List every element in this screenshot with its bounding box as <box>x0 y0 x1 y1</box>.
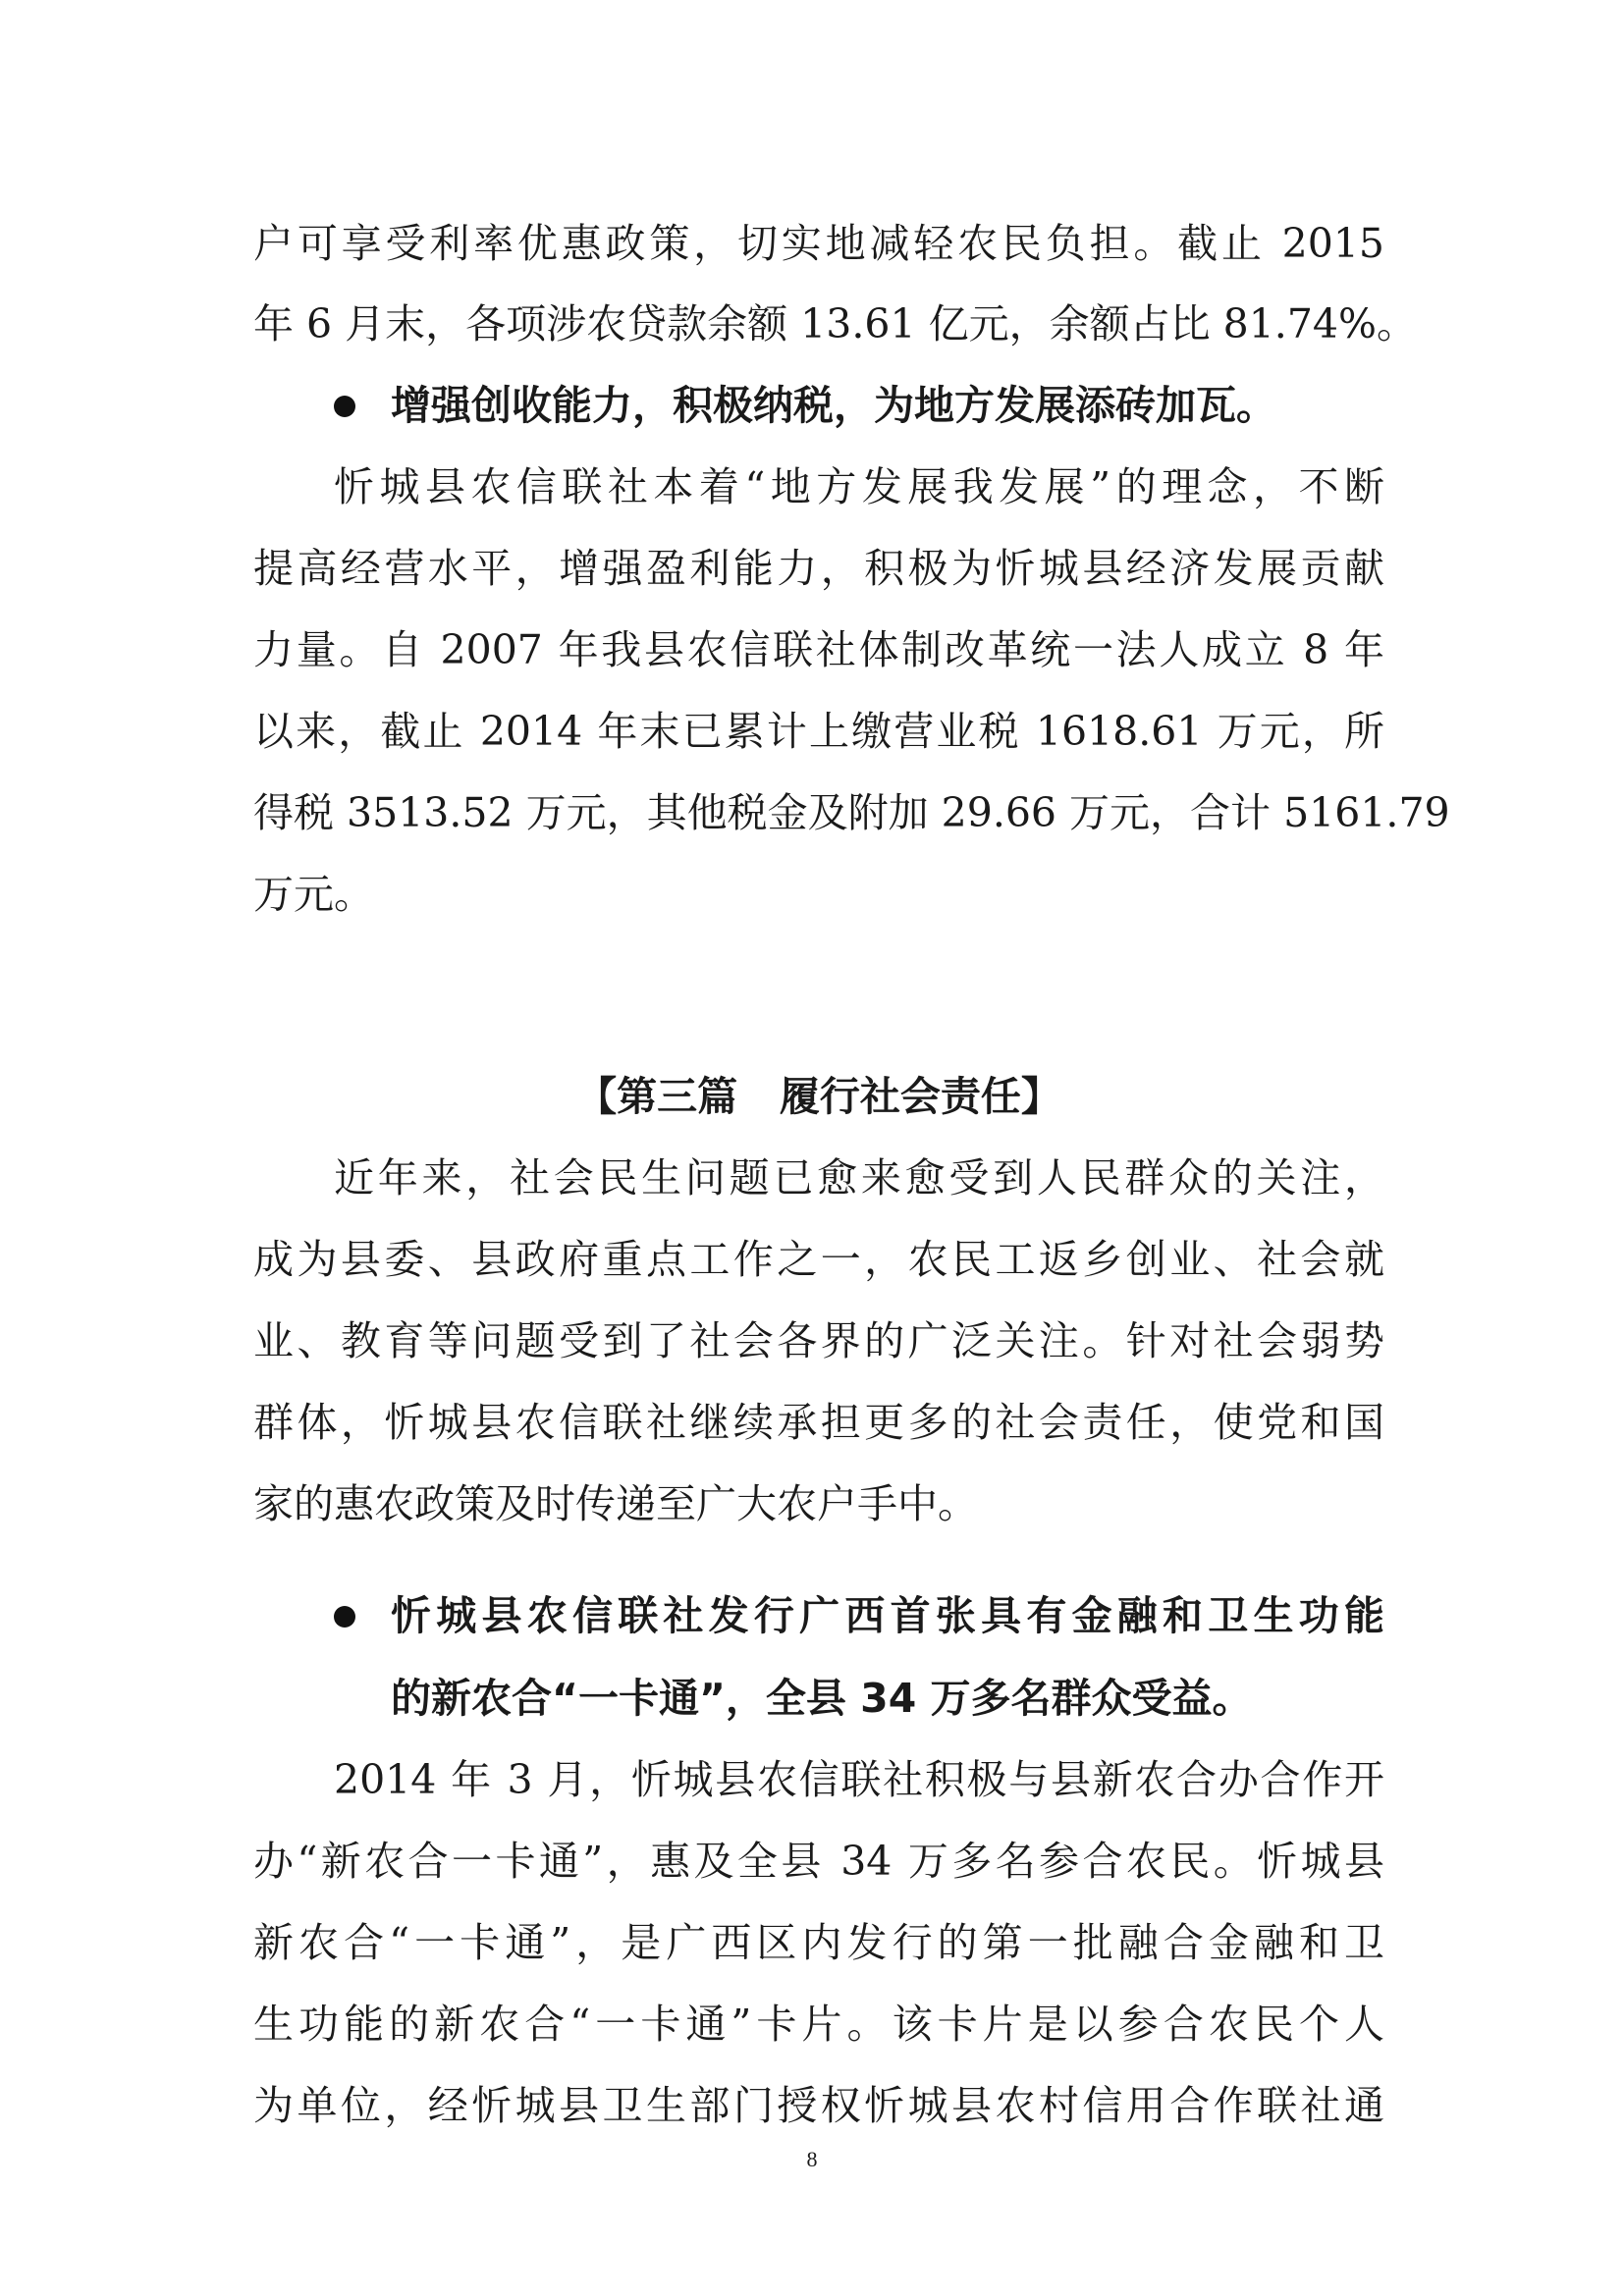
paragraph-line: 得税 3513.52 万元，其他税金及附加 29.66 万元，合计 5161.79 <box>253 789 1450 836</box>
paragraph-line: 近年来，社会民生问题已愈来愈受到人民群众的关注， <box>334 1154 1384 1201</box>
bullet-heading <box>334 1586 1384 1645</box>
bullet-heading-text: 忻城县农信联社发行广西首张具有金融和卫生功能 <box>391 1592 1384 1639</box>
bullet-heading-text: 增强创收能力，积极纳税，为地方发展添砖加瓦。 <box>391 382 1276 429</box>
bullet-dot-icon <box>334 1606 355 1628</box>
paragraph-line: 2014 年 3 月，忻城县农信联社积极与县新农合办合作开 <box>334 1756 1384 1803</box>
paragraph-line: 办“新农合一卡通”，惠及全县 34 万多名参合农民。忻城县 <box>253 1838 1384 1885</box>
section-title: 【第三篇 履行社会责任】 <box>576 1073 1061 1120</box>
bullet-heading-continuation: 的新农合“一卡通”，全县 34 万多名群众受益。 <box>391 1675 1253 1722</box>
paragraph-line: 万元。 <box>253 871 374 918</box>
paragraph-line: 户可享受利率优惠政策，切实地减轻农民负担。截止 2015 <box>253 220 1384 267</box>
paragraph-line: 群体，忻城县农信联社继续承担更多的社会责任，使党和国 <box>253 1399 1384 1446</box>
bullet-dot-icon <box>334 396 355 417</box>
paragraph-line: 年 6 月末，各项涉农贷款余额 13.61 亿元，余额占比 81.74%。 <box>253 300 1417 347</box>
paragraph-line: 以来，截止 2014 年末已累计上缴营业税 1618.61 万元，所 <box>253 708 1384 755</box>
paragraph-line: 为单位，经忻城县卫生部门授权忻城县农村信用合作联社通 <box>253 2082 1384 2129</box>
paragraph-line: 业、教育等问题受到了社会各界的广泛关注。针对社会弱势 <box>253 1317 1384 1364</box>
bullet-heading <box>334 376 1384 435</box>
paragraph-line: 力量。自 2007 年我县农信联社体制改革统一法人成立 8 年 <box>253 626 1384 673</box>
paragraph-line: 提高经营水平，增强盈利能力，积极为忻城县经济发展贡献 <box>253 545 1384 592</box>
paragraph-line: 家的惠农政策及时传递至广大农户手中。 <box>253 1480 978 1527</box>
paragraph-line: 新农合“一卡通”，是广西区内发行的第一批融合金融和卫 <box>253 1919 1384 1966</box>
paragraph-line: 成为县委、县政府重点工作之一，农民工返乡创业、社会就 <box>253 1236 1384 1283</box>
page-number: 8 <box>806 2147 818 2171</box>
paragraph-line: 忻城县农信联社本着“地方发展我发展”的理念，不断 <box>334 463 1384 510</box>
paragraph-line: 生功能的新农合“一卡通”卡片。该卡片是以参合农民个人 <box>253 2001 1384 2048</box>
